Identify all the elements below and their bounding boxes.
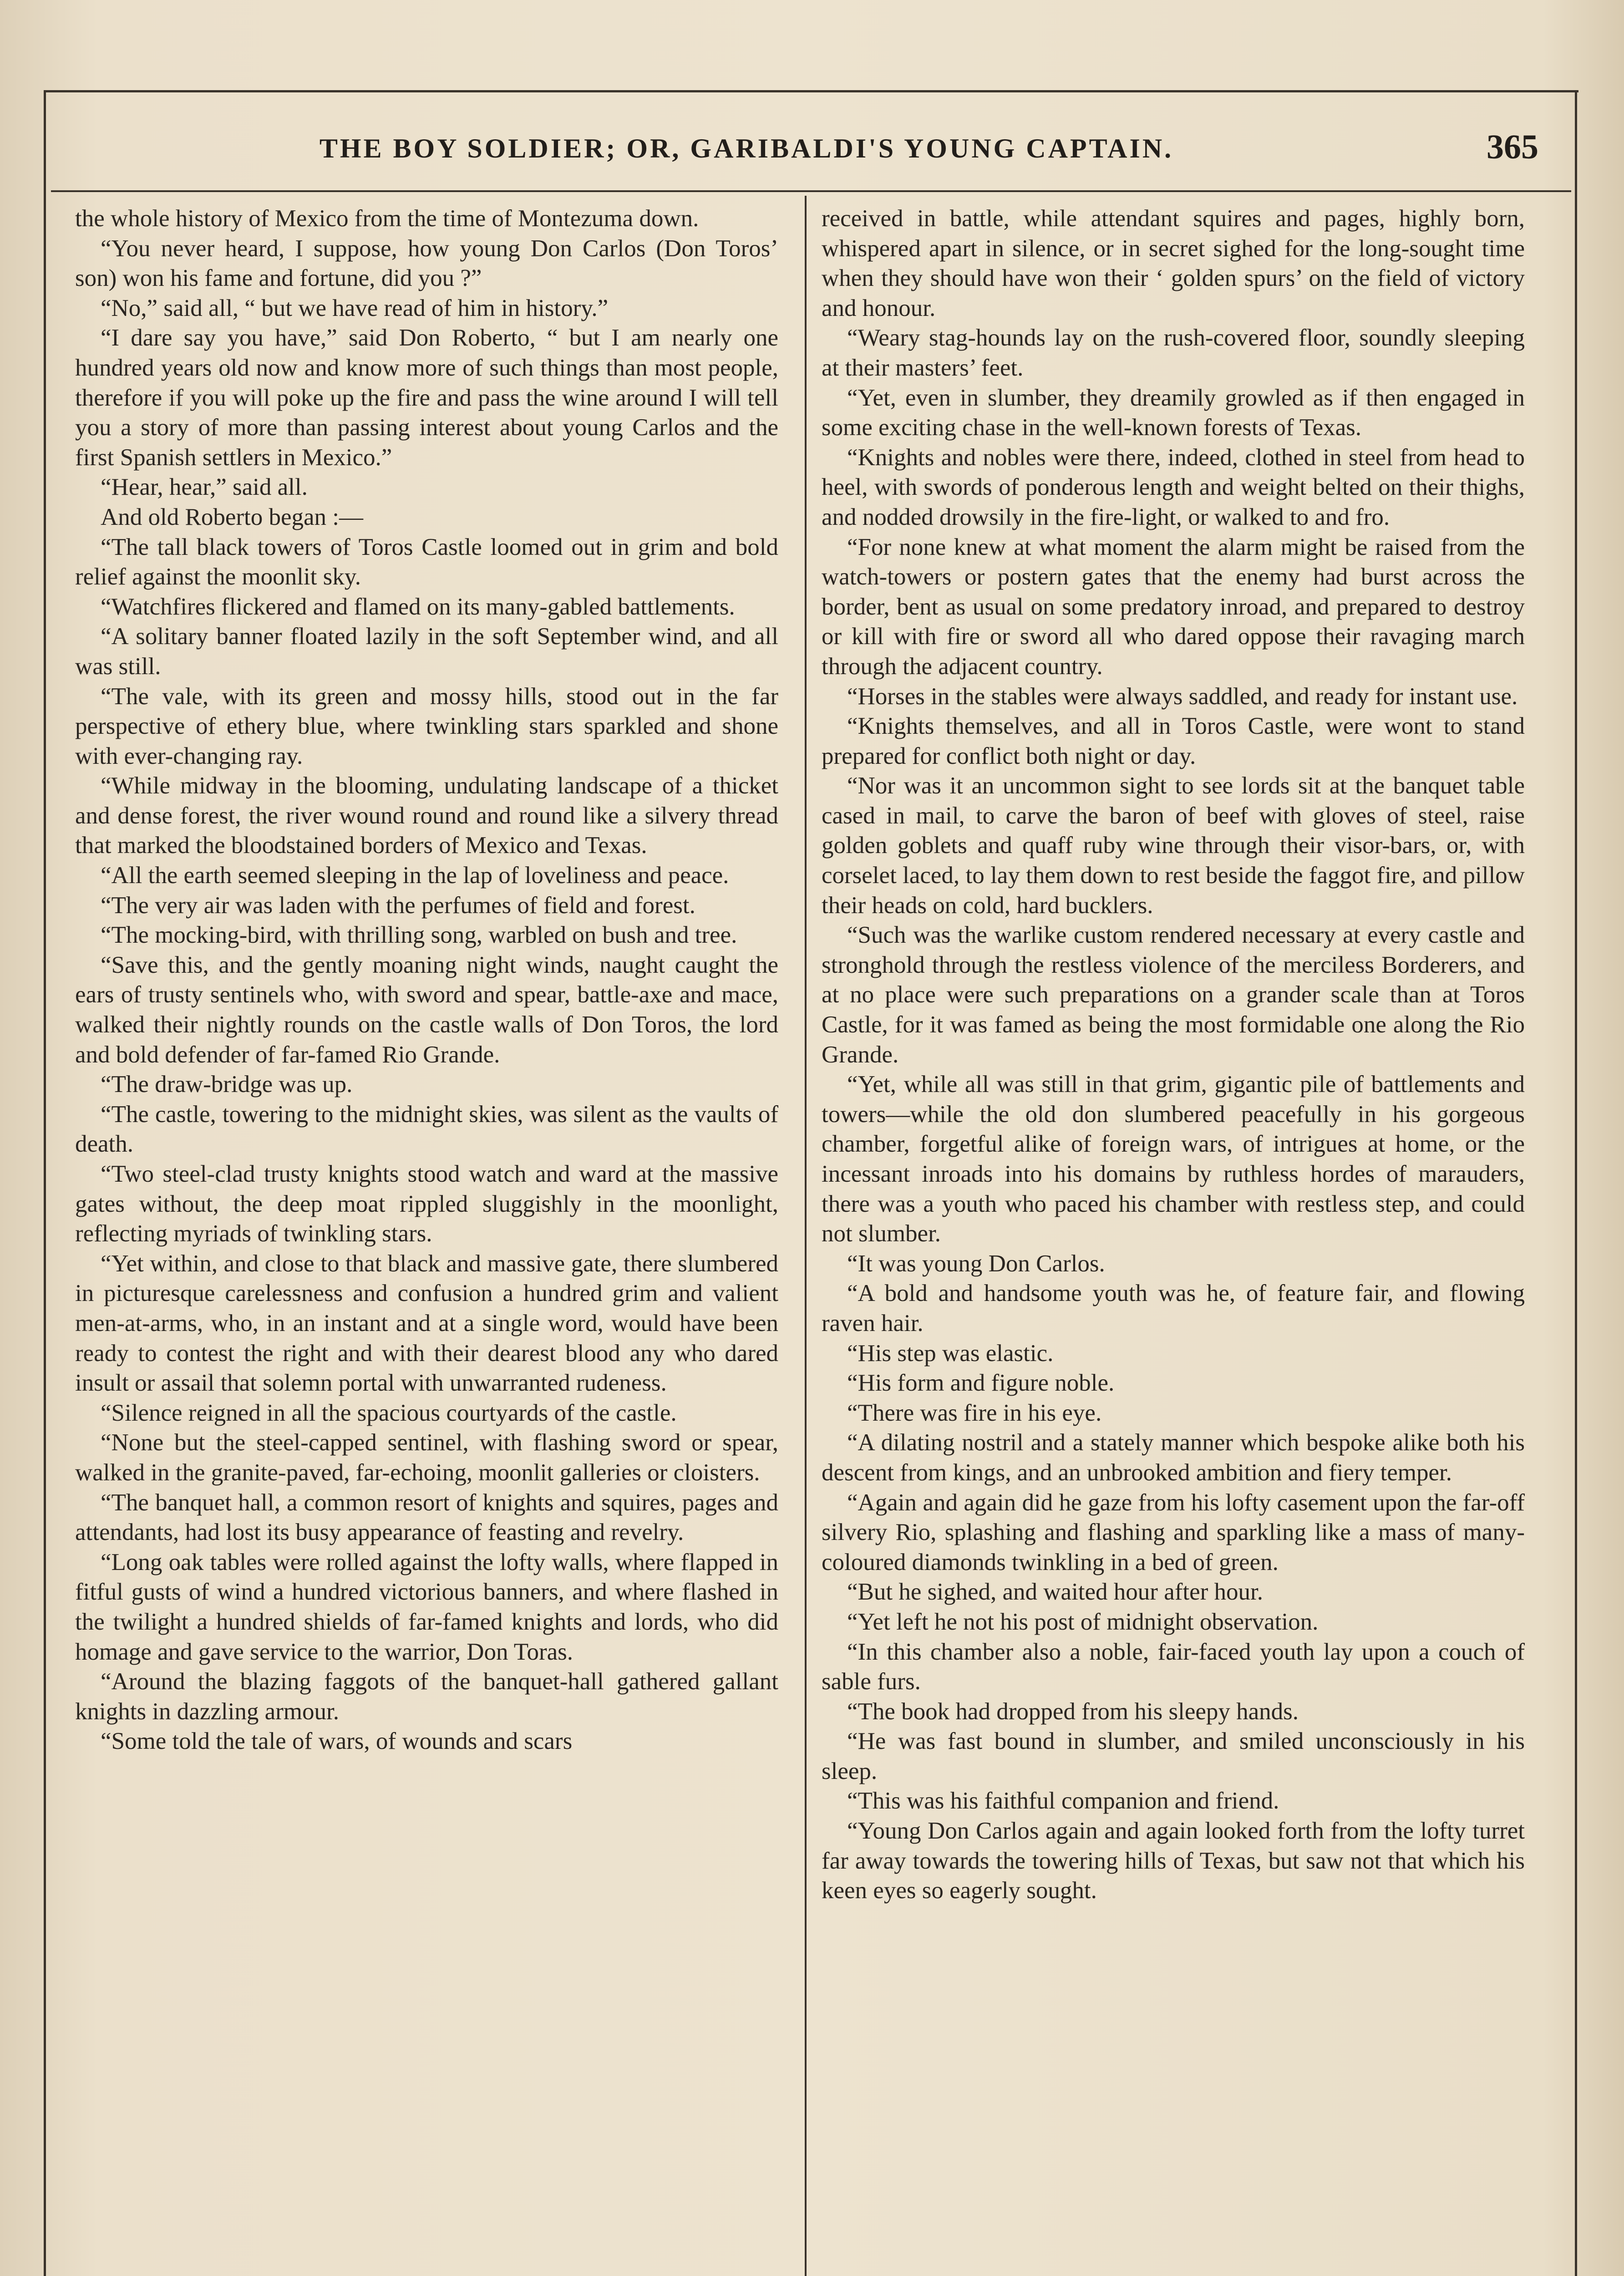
paragraph: “His step was elastic. (847, 1340, 1054, 1367)
paragraph: “Yet left he not his post of midnight observation. (847, 1608, 1319, 1635)
page-frame-left-rule (44, 90, 46, 2276)
paragraph: “Watchfires flickered and flamed on its many-gabled battlements. (101, 593, 735, 620)
paragraph: “Knights themselves, and all in Toros Castle, were wont to stand prepared for conflict both night or day. (822, 713, 1525, 769)
page-frame-right-rule (1575, 90, 1577, 2276)
paragraph: “The tall black towers of Toros Castle loomed out in grim and bold relief against the moonlit sky. (75, 533, 778, 590)
paragraph: “Yet, even in slumber, they dreamily growled as if then engaged in some exciting chase in the well-known forests of Texas. (822, 384, 1525, 441)
paragraph: “Again and again did he gaze from his lofty casement upon the far-off silvery Rio, splashing and flashing and sparkling like a mass of many-coloured diamonds twinkling in a bed of green. (822, 1489, 1525, 1575)
paragraph: “The mocking-bird, with thrilling song, warbled on bush and tree. (101, 922, 737, 949)
paragraph: “The book had dropped from his sleepy hands. (847, 1698, 1299, 1725)
paragraph: “Hear, hear,” said all. (101, 474, 308, 501)
paragraph: “Knights and nobles were there, indeed, clothed in steel from head to heel, with swords of ponderous length and weight belted on their thighs, and nodded drowsily in the fire-light, or walked to and fro. (822, 444, 1525, 530)
paragraph: “A dilating nostril and a stately manner which bespoke alike both his descent from kings, and an unbrooked ambition and fiery temper. (822, 1429, 1525, 1486)
paragraph: the whole history of Mexico from the time of Montezuma down. (75, 205, 699, 232)
paragraph: “Long oak tables were rolled against the lofty walls, where flapped in fitful gusts of wind a hundred victorious banners, and where flashed in the twilight a hundred shields of far-famed knights and lords, who did homage and gave service to the warrior, Don Toras. (75, 1549, 778, 1665)
paragraph: “Such was the warlike custom rendered necessary at every castle and stronghold through the restless violence of the merciless Borderers, and at no place were such preparations on a grander scale than at Toros Castle, for it was famed as being the most formidable one along the Rio Grande. (822, 922, 1525, 1068)
left-column (75, 204, 778, 1757)
paragraph: “I dare say you have,” said Don Roberto, “ but I am nearly one hundred years old now and know more of such things than most people, therefore if you will poke up the fire and pass the wine around I will tell you a story of more than passing interest about young Carlos and the first Spanish settlers in Mexico.” (75, 325, 778, 471)
paragraph: “The banquet hall, a common resort of knights and squires, pages and attendants, had lost its busy appearance of feasting and revelry. (75, 1489, 778, 1546)
paragraph: And old Roberto began :— (101, 503, 364, 530)
paragraph: received in battle, while attendant squires and pages, highly born, whispered apart in silence, or in secret sighed for the long-sought time when they should have won their ‘ golden spurs’ on the field of victory and honour. (822, 205, 1525, 321)
column-divider (805, 196, 807, 2276)
paragraph: “Young Don Carlos again and again looked forth from the lofty turret far away towards the towering hills of Texas, but saw not that which his keen eyes so eagerly sought. (822, 1818, 1525, 1904)
paragraph: “Two steel-clad trusty knights stood watch and ward at the massive gates without, the deep moat rippled sluggishly in the moonlight, reflecting myriads of twinkling stars. (75, 1161, 778, 1247)
paragraph: “No,” said all, “ but we have read of him in history.” (101, 295, 609, 321)
paragraph: “In this chamber also a noble, fair-faced youth lay upon a couch of sable furs. (822, 1638, 1525, 1695)
paragraph: “But he sighed, and waited hour after hour. (847, 1579, 1263, 1605)
paragraph: “For none knew at what moment the alarm might be raised from the watch-towers or postern gates that the enemy had burst across the border, bent as usual on some predatory inroad, and prepared to destroy or kill with fire or sword all who dared oppose their ravaging march through the adjacent country. (822, 533, 1525, 680)
paragraph: “Yet, while all was still in that grim, gigantic pile of battlements and towers—while the old don slumbered peacefully in his gorgeous chamber, forgetful alike of foreign wars, of intrigues at home, or the incessant inroads into his domains by ruthless hordes of marauders, there was a youth who paced his chamber with restless step, and could not slumber. (822, 1071, 1525, 1247)
paragraph: “The draw-bridge was up. (101, 1071, 353, 1098)
paragraph: “Nor was it an uncommon sight to see lords sit at the banquet table cased in mail, to carve the baron of beef with gloves of steel, raise golden goblets and quaff ruby wine through their visor-bars, or, with corselet laced, to lay them down to rest beside the faggot fire, and pillow their heads on cold, hard bucklers. (822, 772, 1525, 919)
paragraph: “The vale, with its green and mossy hills, stood out in the far perspective of ethery blue, where twinkling stars sparkled and shone with ever-changing ray. (75, 683, 778, 769)
paragraph: “There was fire in his eye. (847, 1399, 1102, 1426)
paragraph: “The very air was laden with the perfumes of field and forest. (101, 892, 695, 919)
paragraph: “Yet within, and close to that black and massive gate, there slumbered in picturesque carelessness and confusion a hundred grim and valient men-at-arms, who, in an instant and at a single word, would have been ready to contest the right and with their dearest blood any who dared insult or assail that solemn portal with unwarranted rudeness. (75, 1250, 778, 1397)
paragraph: “Silence reigned in all the spacious courtyards of the castle. (101, 1399, 677, 1426)
paragraph: “You never heard, I suppose, how young Don Carlos (Don Toros’ son) won his fame and fortune, did you ?” (75, 235, 778, 292)
paragraph: “Weary stag-hounds lay on the rush-covered floor, soundly sleeping at their masters’ feet. (822, 325, 1525, 381)
paragraph: “Save this, and the gently moaning night winds, naught caught the ears of trusty sentinels who, with sword and spear, battle-axe and mace, walked their nightly rounds on the castle walls of Don Toros, the lord and bold defender of far-famed Rio Grande. (75, 951, 778, 1068)
paragraph: “A solitary banner floated lazily in the soft September wind, and all was still. (75, 623, 778, 680)
page-number: 365 (1487, 128, 1538, 166)
paragraph: “Around the blazing faggots of the banquet-hall gathered gallant knights in dazzling armour. (75, 1668, 778, 1725)
paragraph: “The castle, towering to the midnight skies, was silent as the vaults of death. (75, 1101, 778, 1158)
paragraph: “His form and figure noble. (847, 1370, 1115, 1397)
running-title: THE BOY SOLDIER; OR, GARIBALDI'S YOUNG CAPTAIN. (319, 133, 1174, 163)
paragraph: “He was fast bound in slumber, and smiled unconsciously in his sleep. (822, 1728, 1525, 1784)
right-column (822, 204, 1525, 1906)
page-header (50, 127, 1570, 182)
header-rule (51, 190, 1571, 192)
paragraph: “Some told the tale of wars, of wounds and scars (101, 1728, 573, 1755)
paragraph: “All the earth seemed sleeping in the lap of loveliness and peace. (101, 862, 729, 889)
paragraph: “It was young Don Carlos. (847, 1250, 1105, 1277)
paragraph: “A bold and handsome youth was he, of feature fair, and flowing raven hair. (822, 1280, 1525, 1336)
paragraph: “This was his faithful companion and friend. (847, 1788, 1279, 1814)
paragraph: “While midway in the blooming, undulating landscape of a thicket and dense forest, the river wound round and round like a silvery thread that marked the bloodstained borders of Mexico and Texas. (75, 772, 778, 859)
paragraph: “None but the steel-capped sentinel, with flashing sword or spear, walked in the granite-paved, far-echoing, moonlit galleries or cloisters. (75, 1429, 778, 1486)
paragraph: “Horses in the stables were always saddled, and ready for instant use. (847, 683, 1518, 710)
page-frame-top-rule (44, 90, 1578, 92)
